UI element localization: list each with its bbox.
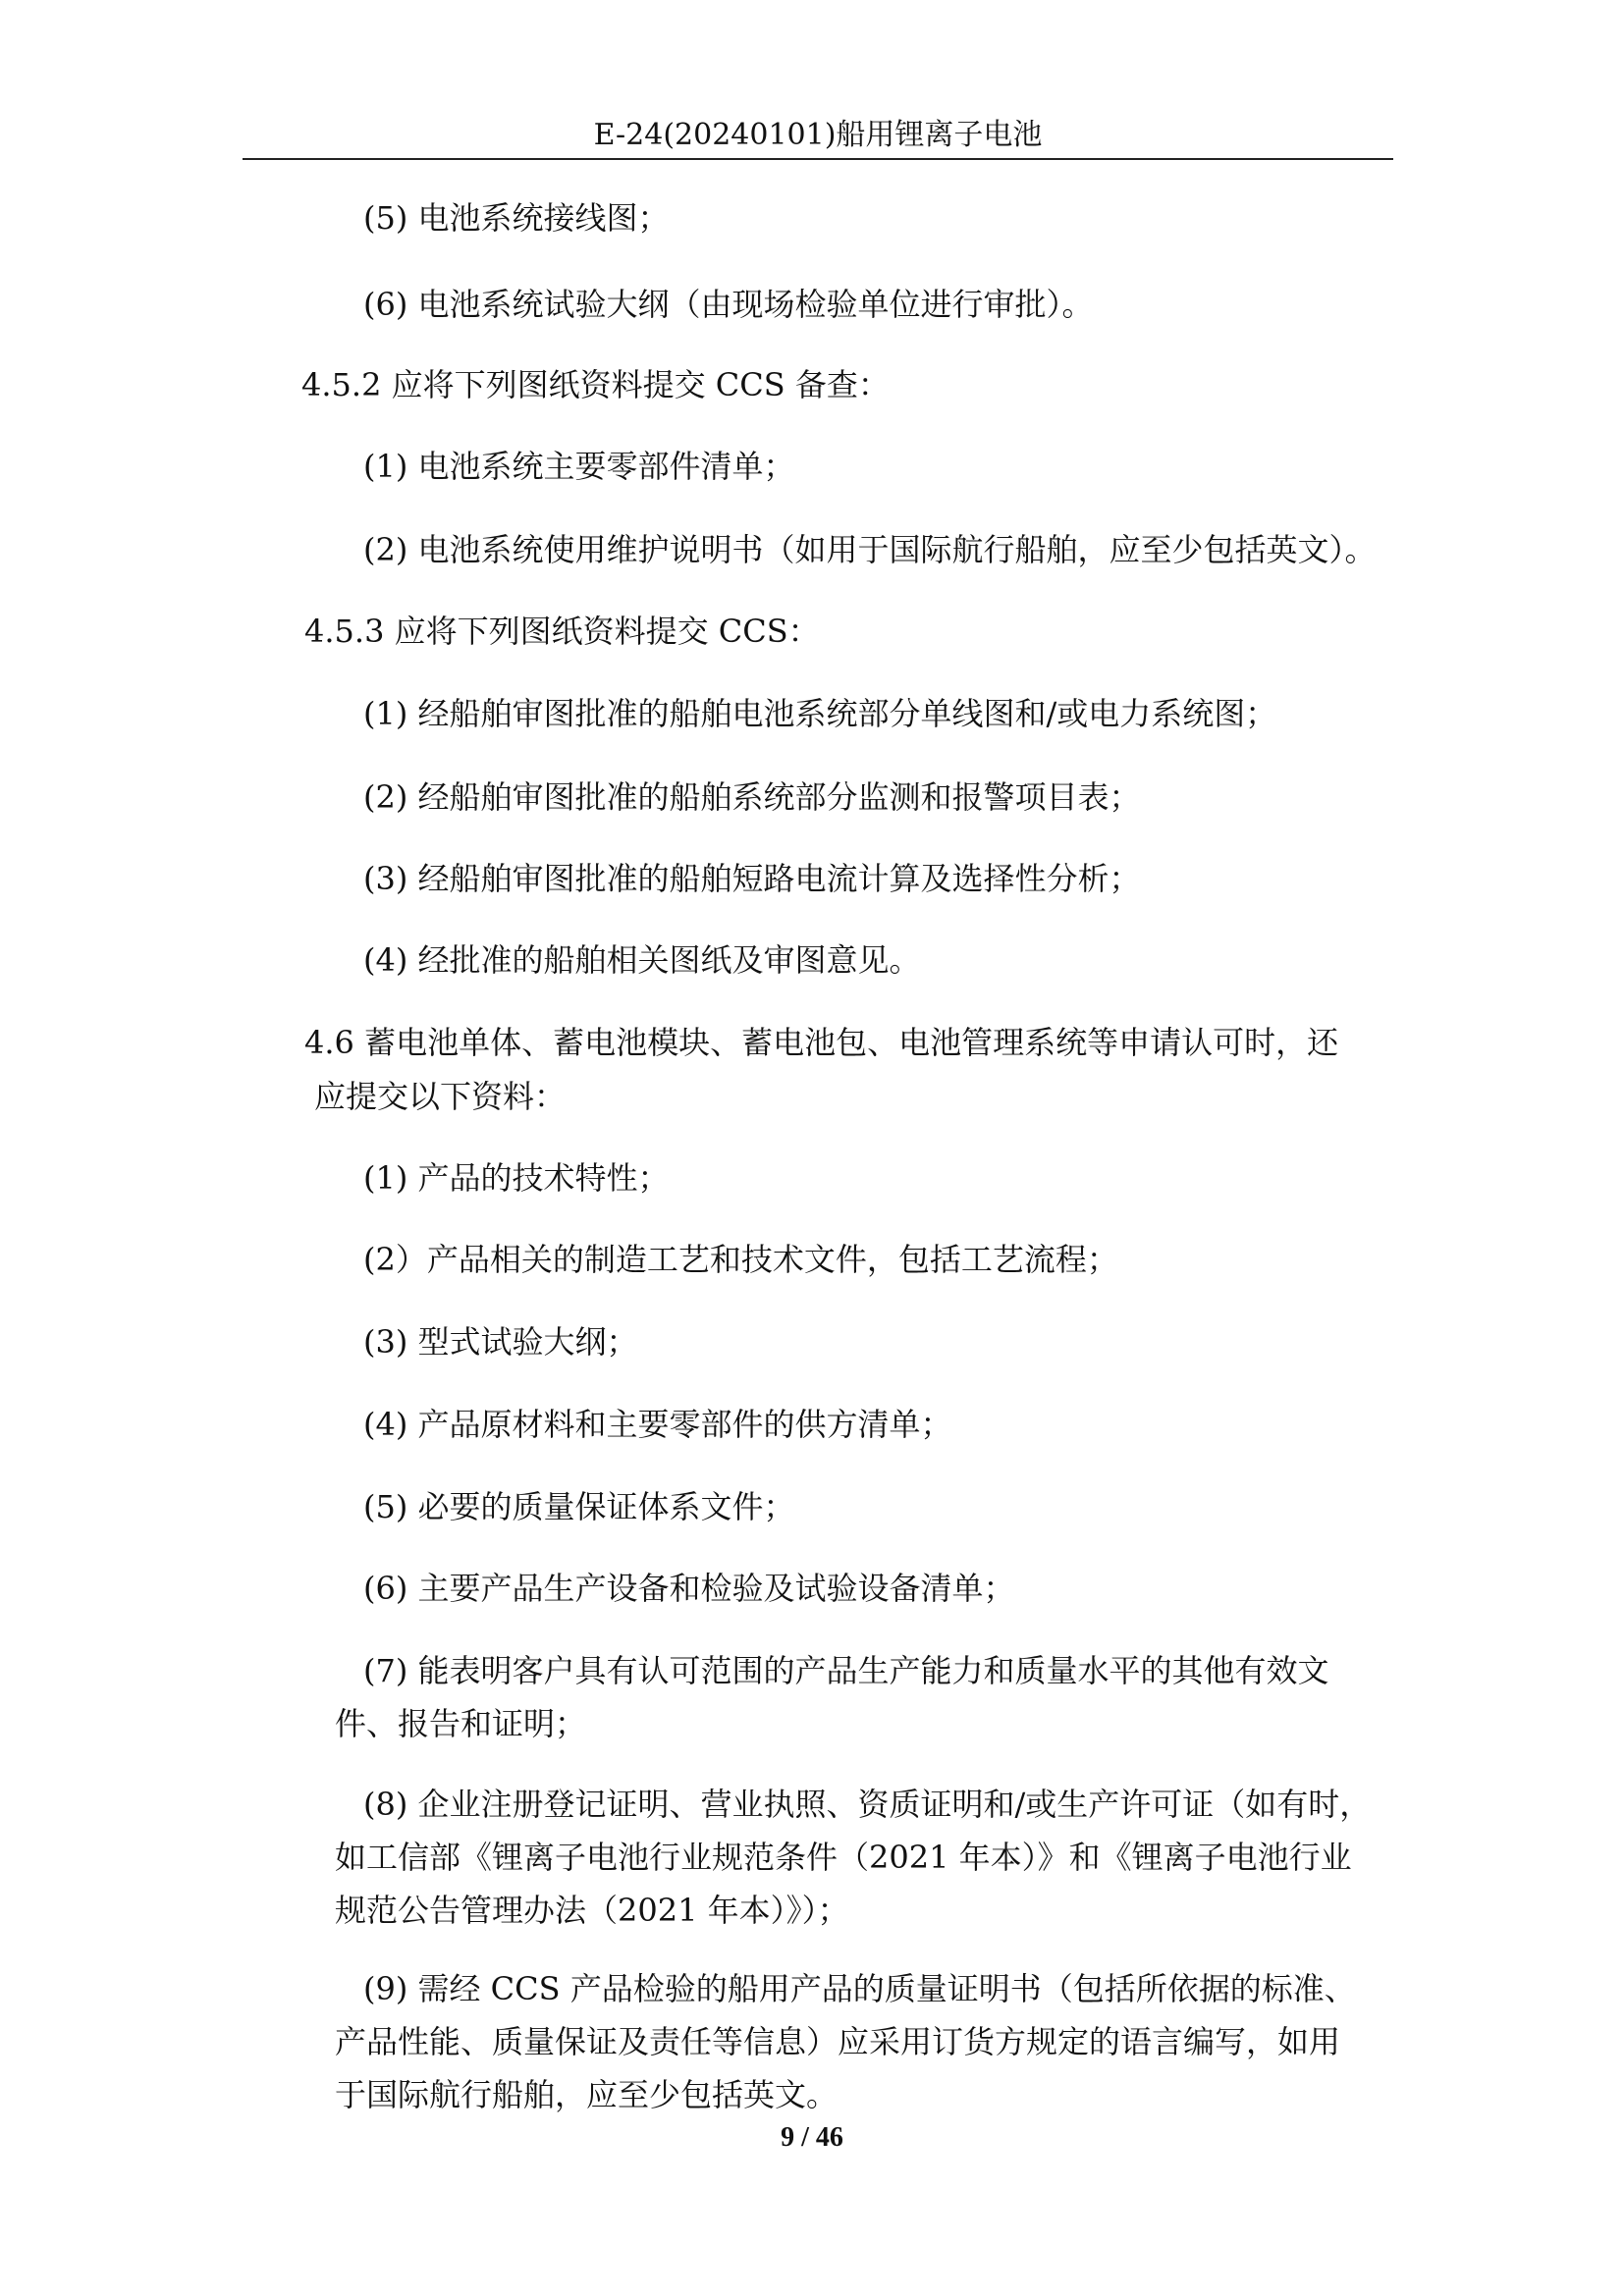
paragraph-line: 件、报告和证明； [335, 1705, 587, 1742]
paragraph-line: 于国际航行船舶，应至少包括英文。 [335, 2076, 839, 2113]
section-heading: 4.5.3 应将下列图纸资料提交 CCS： [304, 613, 820, 650]
running-header: E-24(20240101)船用锂离子电池 [593, 118, 1043, 152]
list-item: (4) 产品原材料和主要零部件的供方清单； [363, 1406, 952, 1443]
paragraph-line: 产品性能、质量保证及责任等信息）应采用订货方规定的语言编写，如用 [335, 2023, 1341, 2060]
list-item: (3) 型式试验大纲； [363, 1323, 638, 1361]
section-heading: 4.5.2 应将下列图纸资料提交 CCS 备查： [301, 366, 890, 403]
list-item: (6) 电池系统试验大纲（由现场检验单位进行审批）。 [363, 286, 1094, 323]
header-rule [243, 158, 1393, 160]
list-item: (9) 需经 CCS 产品检验的船用产品的质量证明书（包括所依据的标准、 [363, 1970, 1356, 2007]
section-heading: 4.6 蓄电池单体、蓄电池模块、蓄电池包、电池管理系统等申请认可时，还 [304, 1024, 1339, 1061]
list-item: (1) 经船舶审图批准的船舶电池系统部分单线图和/或电力系统图； [363, 695, 1277, 732]
paragraph-line: 规范公告管理办法（2021 年本）》）； [335, 1892, 849, 1929]
page-number: 9 / 46 [781, 2122, 843, 2153]
list-item: (1) 产品的技术特性； [363, 1159, 670, 1197]
list-item: (5) 电池系统接线图； [363, 199, 670, 237]
paragraph-line: 应提交以下资料： [314, 1078, 567, 1115]
list-item: (1) 电池系统主要零部件清单； [363, 448, 795, 485]
list-item: (4) 经批准的船舶相关图纸及审图意见。 [363, 941, 921, 979]
list-item: (3) 经船舶审图批准的船舶短路电流计算及选择性分析； [363, 860, 1141, 897]
list-item: (6) 主要产品生产设备和检验及试验设备清单； [363, 1570, 1015, 1607]
list-item: (5) 必要的质量保证体系文件； [363, 1488, 795, 1525]
list-item: (2) 经船舶审图批准的船舶系统部分监测和报警项目表； [363, 778, 1141, 816]
list-item: (2）产品相关的制造工艺和技术文件，包括工艺流程； [363, 1241, 1118, 1278]
list-item: (8) 企业注册登记证明、营业执照、资质证明和/或生产许可证（如有时， [363, 1786, 1372, 1823]
list-item: (2) 电池系统使用维护说明书（如用于国际航行船舶，应至少包括英文）。 [363, 531, 1377, 568]
list-item: (7) 能表明客户具有认可范围的产品生产能力和质量水平的其他有效文 [363, 1652, 1329, 1689]
paragraph-line: 如工信部《锂离子电池行业规范条件（2021 年本）》和《锂离子电池行业 [335, 1839, 1352, 1876]
